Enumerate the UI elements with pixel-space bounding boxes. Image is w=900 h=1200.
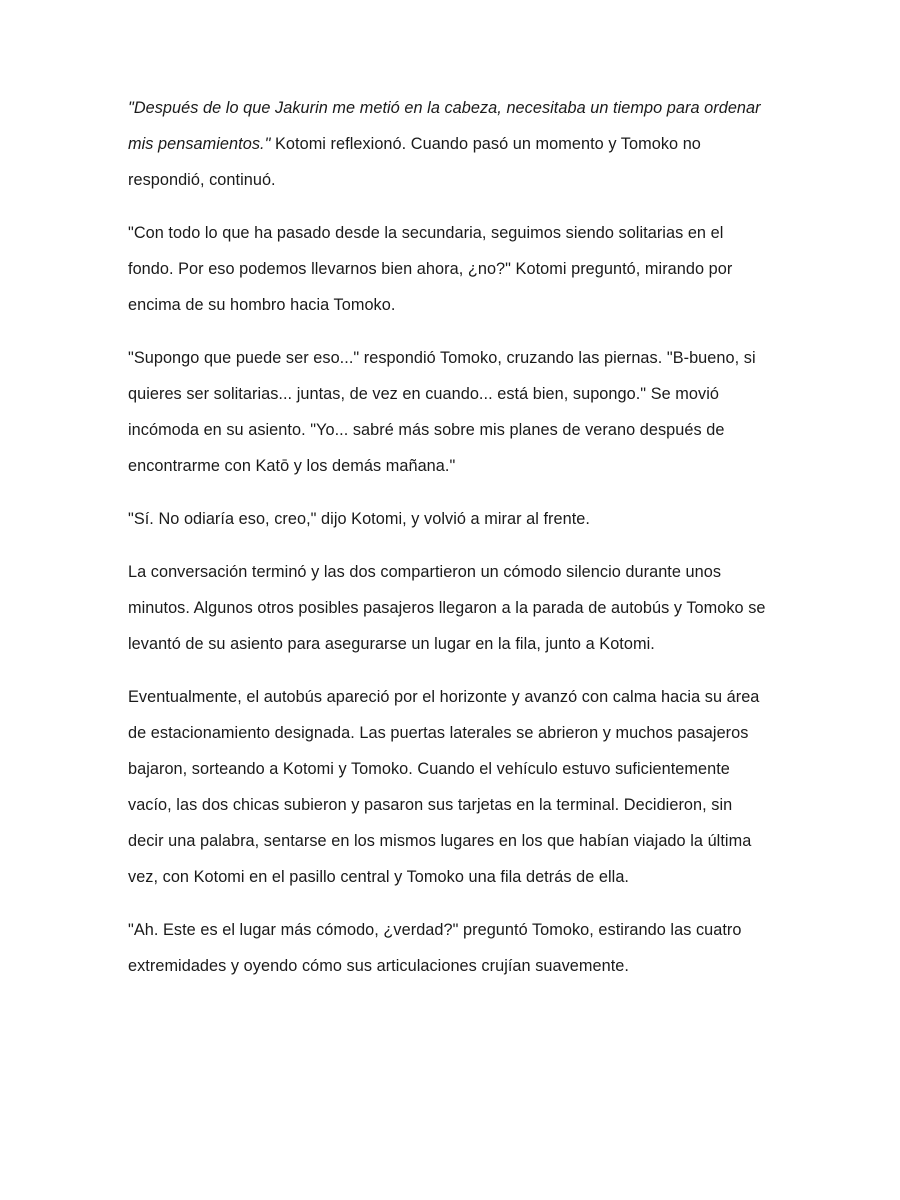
- paragraph-7: "Ah. Este es el lugar más cómodo, ¿verdad?" preguntó Tomoko, estirando las cuatro extremidades y oyendo cómo sus articulaciones crujían suavemente.: [128, 921, 742, 975]
- italic-thought: "Después de lo que Jakurin me metió en la cabeza, necesitaba un tiempo para ordenar mis pensamientos.": [128, 99, 761, 153]
- paragraph-1-text: Kotomi reflexionó. Cuando pasó un momento y Tomoko no respondió, continuó.: [128, 135, 701, 189]
- paragraph-1: [128, 90, 772, 198]
- paragraph-5: La conversación terminó y las dos compartieron un cómodo silencio durante unos minutos. Algunos otros posibles pasajeros llegaron a la parada de autobús y Tomoko se levantó de su asiento para asegurarse un lugar en la fila, junto a Kotomi.: [128, 563, 766, 653]
- paragraph-4: "Sí. No odiaría eso, creo," dijo Kotomi, y volvió a mirar al frente.: [128, 510, 590, 528]
- paragraph-2: "Con todo lo que ha pasado desde la secundaria, seguimos siendo solitarias en el fondo. Por eso podemos llevarnos bien ahora, ¿no?" Kotomi preguntó, mirando por encima de su hombro hacia Tomoko.: [128, 224, 733, 314]
- paragraph-6: Eventualmente, el autobús apareció por el horizonte y avanzó con calma hacia su área de estacionamiento designada. Las puertas laterales se abrieron y muchos pasajeros bajaron, sorteando a Kotomi y Tomoko. Cuando el vehículo estuvo suficientemente vacío, las dos chicas subieron y pasaron sus tarjetas en la terminal. Decidieron, sin decir una palabra, sentarse en los mismos lugares en los que habían viajado la última vez, con Kotomi en el pasillo central y Tomoko una fila detrás de ella.: [128, 688, 760, 886]
- paragraph-3: "Supongo que puede ser eso..." respondió Tomoko, cruzando las piernas. "B-bueno, si quieres ser solitarias... juntas, de vez en cuando... está bien, supongo." Se movió incómoda en su asiento. "Yo... sabré más sobre mis planes de verano después de encontrarme con Katō y los demás mañana.": [128, 349, 756, 475]
